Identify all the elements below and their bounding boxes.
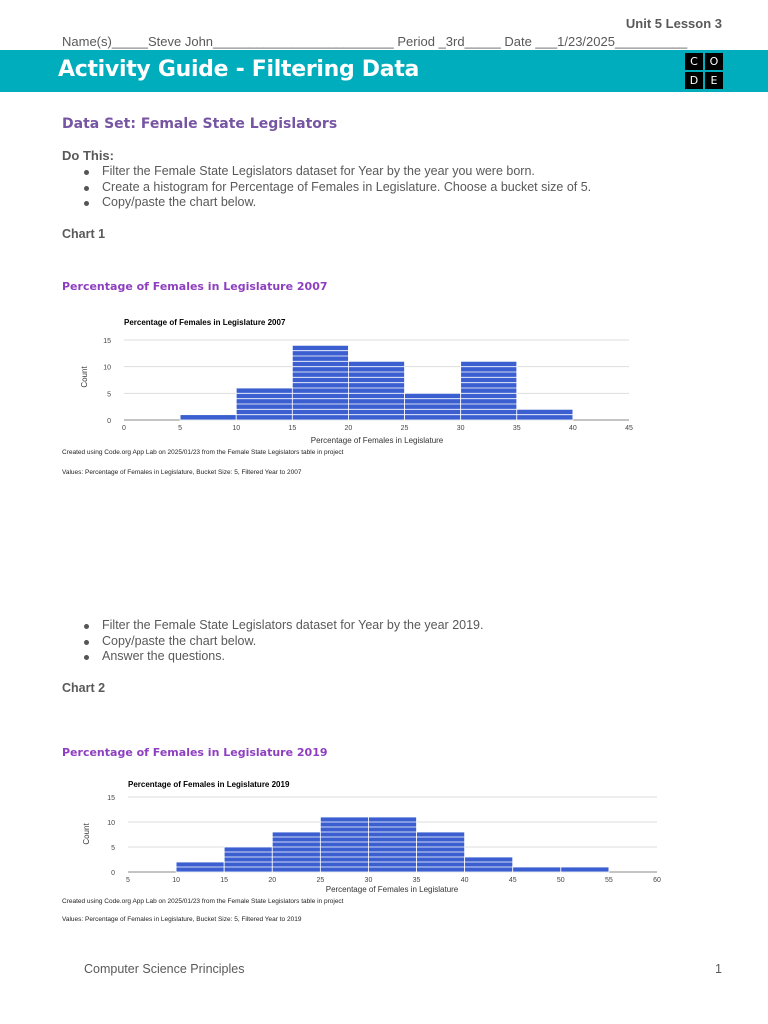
list-item: Copy/paste the chart below. bbox=[80, 634, 483, 650]
x-tick-label: 55 bbox=[605, 877, 613, 884]
dataset-heading: Data Set: Female State Legislators bbox=[62, 116, 338, 132]
y-tick-label: 0 bbox=[111, 870, 115, 877]
histogram-bar bbox=[405, 393, 461, 420]
x-tick-label: 40 bbox=[460, 877, 469, 884]
x-tick-label: 20 bbox=[268, 877, 277, 884]
x-tick-label: 20 bbox=[344, 425, 353, 432]
logo-letter: D bbox=[685, 72, 703, 89]
logo-letter: E bbox=[705, 72, 723, 89]
x-tick-label: 50 bbox=[556, 877, 565, 884]
x-tick-label: 5 bbox=[126, 877, 130, 884]
chart-title: Percentage of Females in Legislature 2019 bbox=[128, 780, 290, 789]
histogram-bar bbox=[348, 361, 404, 420]
footer-course: Computer Science Principles bbox=[84, 962, 245, 976]
chart-2-heading: Percentage of Females in Legislature 2019 bbox=[62, 746, 328, 759]
x-tick-label: 10 bbox=[232, 425, 241, 432]
y-tick-label: 10 bbox=[107, 820, 115, 827]
x-tick-label: 30 bbox=[456, 425, 465, 432]
histogram-chart-2007 bbox=[0, 300, 768, 485]
histogram-bar bbox=[224, 847, 272, 872]
chart-1-heading: Percentage of Females in Legislature 2007 bbox=[62, 280, 328, 293]
x-tick-label: 45 bbox=[625, 425, 633, 432]
name-period-date-line: Name(s)_____Steve John_________________________ Period _3rd_____ Date ___1/23/2025__________ bbox=[62, 34, 688, 49]
y-tick-label: 15 bbox=[103, 338, 111, 345]
do-this-label: Do This: bbox=[62, 148, 114, 163]
histogram-bar bbox=[320, 817, 368, 872]
code-org-logo bbox=[685, 53, 723, 90]
x-tick-label: 25 bbox=[400, 425, 409, 432]
y-axis-label: Count bbox=[80, 366, 89, 388]
list-item: Answer the questions. bbox=[80, 649, 483, 665]
histogram-bar bbox=[465, 857, 513, 872]
histogram-bar bbox=[513, 867, 561, 872]
list-item: Filter the Female State Legislators dataset for Year by the year you were born. bbox=[80, 164, 591, 180]
histogram-bar bbox=[561, 867, 609, 872]
list-item: Create a histogram for Percentage of Females in Legislature. Choose a bucket size of 5. bbox=[80, 180, 591, 196]
logo-letter: C bbox=[685, 53, 703, 70]
x-tick-label: 60 bbox=[653, 877, 661, 884]
y-tick-label: 10 bbox=[103, 364, 111, 372]
chart-note-values: Values: Percentage of Females in Legislature, Bucket Size: 5, Filtered Year to 2007 bbox=[62, 469, 302, 476]
x-tick-label: 5 bbox=[178, 425, 183, 432]
x-tick-label: 10 bbox=[172, 877, 180, 884]
y-tick-label: 15 bbox=[107, 795, 115, 802]
logo-letter: O bbox=[705, 53, 723, 70]
x-tick-label: 30 bbox=[364, 877, 373, 884]
chart-1-label: Chart 1 bbox=[62, 227, 106, 241]
y-tick-label: 0 bbox=[107, 418, 111, 425]
chart-title: Percentage of Females in Legislature 2007 bbox=[124, 318, 286, 327]
histogram-chart-2019 bbox=[0, 770, 768, 930]
histogram-bar bbox=[461, 361, 517, 420]
x-tick-label: 35 bbox=[412, 877, 421, 884]
x-tick-label: 15 bbox=[220, 877, 229, 884]
instructions-list-1 bbox=[80, 164, 591, 211]
chart-note-values: Values: Percentage of Females in Legislature, Bucket Size: 5, Filtered Year to 2019 bbox=[62, 916, 302, 923]
x-tick-label: 25 bbox=[316, 877, 325, 884]
chart-note-created: Created using Code.org App Lab on 2025/01/23 from the Female State Legislators table in project bbox=[62, 898, 344, 905]
instructions-list-2 bbox=[80, 618, 483, 665]
x-tick-label: 15 bbox=[288, 425, 297, 432]
x-axis-label: Percentage of Females in Legislature bbox=[325, 885, 459, 894]
x-axis-label: Percentage of Females in Legislature bbox=[310, 436, 444, 445]
list-item: Copy/paste the chart below. bbox=[80, 195, 591, 211]
chart-2-label: Chart 2 bbox=[62, 681, 106, 695]
x-tick-label: 45 bbox=[508, 877, 517, 884]
x-tick-label: 40 bbox=[568, 425, 577, 432]
y-tick-label: 5 bbox=[111, 845, 115, 852]
x-tick-label: 35 bbox=[512, 425, 521, 432]
footer-page-number: 1 bbox=[715, 962, 722, 976]
unit-lesson-label: Unit 5 Lesson 3 bbox=[625, 16, 722, 31]
y-axis-label: Count bbox=[82, 823, 91, 845]
histogram-bar bbox=[368, 817, 416, 872]
list-item: Filter the Female State Legislators dataset for Year by the year 2019. bbox=[80, 618, 483, 634]
y-tick-label: 5 bbox=[107, 391, 111, 399]
page-title: Activity Guide - Filtering Data bbox=[58, 57, 420, 82]
x-tick-label: 0 bbox=[122, 425, 126, 432]
chart-note-created: Created using Code.org App Lab on 2025/01/23 from the Female State Legislators table in project bbox=[62, 449, 344, 456]
histogram-bar bbox=[180, 415, 236, 420]
